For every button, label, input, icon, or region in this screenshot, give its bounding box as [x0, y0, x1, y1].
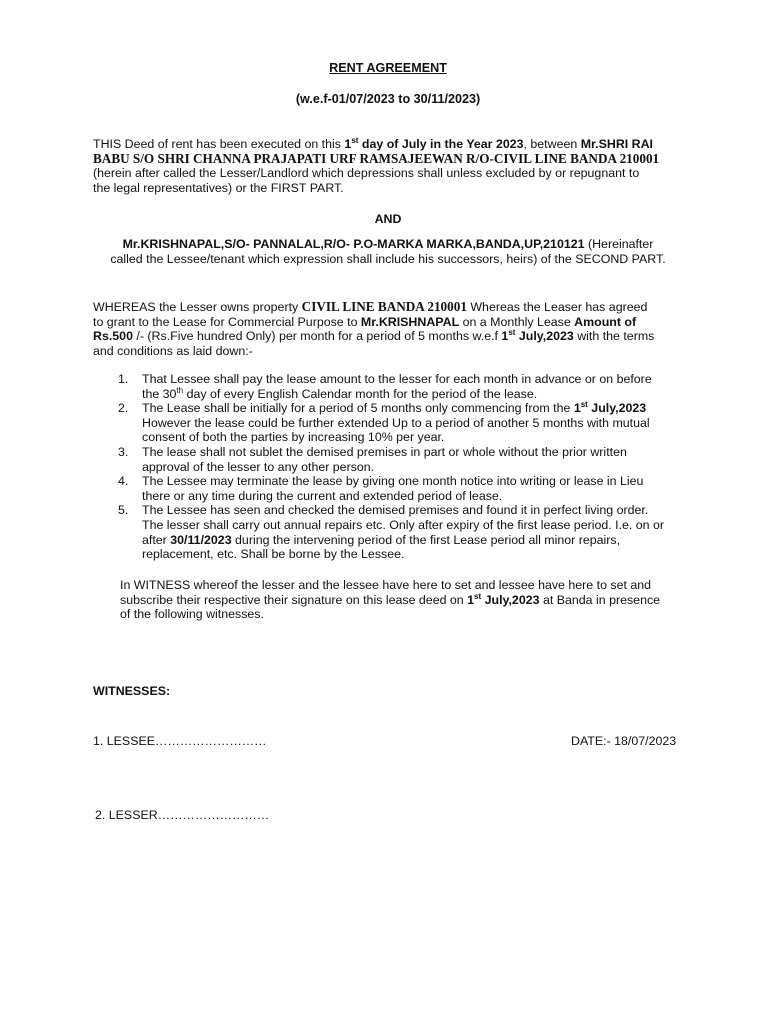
and-separator: AND — [374, 212, 402, 226]
agreement-date: DATE:- 18/07/2023 — [571, 734, 677, 748]
deed-line-3: (herein after called the Lesser/Landlord which depressions shall unless excluded by or repugnant to — [93, 166, 640, 181]
whereas-line-3: Rs.500 /- (Rs.Five hundred Only) per month for a period of 5 months w.e.f 1st July,2023 with the terms — [93, 328, 655, 344]
whereas-paragraph — [93, 300, 683, 358]
witnesses-heading: WITNESSES: — [93, 684, 171, 698]
second-party-line-2: called the Lessee/tenant which expression shall include his successors, heirs) of the SECOND PART. — [110, 251, 666, 266]
clauses-list — [118, 372, 683, 562]
clause-item: 1. That Lessee shall pay the lease amount to the lesser for each month in advance or on before the 30th day of every English Calendar month for the period of the lease. — [118, 372, 652, 401]
witness-paragraph: In WITNESS whereof the lesser and the lessee have here to set and lessee have here to set and subscribe their respective their signature on this lease deed on 1st July,2023 at Banda in presence of the following witnesses. — [120, 578, 661, 622]
clause-item: 4. The Lessee may terminate the lease by giving one month notice into writing or lease in Lieu there or any time during the current and extended period of lease. — [118, 474, 644, 503]
lessor-name-line: BABU S/O SHRI CHANNA PRAJAPATI URF RAMSAJEEWAN R/O-CIVIL LINE BANDA 210001 — [93, 150, 660, 166]
agreement-period: (w.e.f-01/07/2023 to 30/11/2023) — [295, 92, 481, 106]
lesser-signature-line: 2. LESSER……………………… — [95, 808, 270, 822]
second-party-paragraph — [60, 237, 716, 266]
second-party-line-1: Mr.KRISHNAPAL,S/O- PANNALAL,R/O- P.O-MARKA MARKA,BANDA,UP,210121 (Hereinafter — [122, 237, 654, 251]
deed-paragraph — [93, 137, 683, 195]
whereas-line-1: WHEREAS the Lesser owns property CIVIL LINE BANDA 210001 Whereas the Leaser has agreed — [93, 299, 648, 314]
whereas-line-2: to grant to the Lease for Commercial Purpose to Mr.KRISHNAPAL on a Monthly Lease Amount of — [93, 314, 637, 329]
document-title: RENT AGREEMENT — [329, 61, 447, 75]
clause-item: 5. The Lessee has seen and checked the demised premises and found it in perfect living order. The lesser shall carry out annual repairs etc. Only after expiry of the first lease period. I.e. on or after 30/11/2023 during the intervening period of the first Lease period all minor repairs, replacement, etc. Shall be borne by the Lessee. — [118, 503, 665, 562]
clause-item: 3. The lease shall not sublet the demised premises in part or whole without the prior written approval of the lesser to any other person. — [118, 444, 627, 474]
deed-line-1: THIS Deed of rent has been executed on this 1st day of July in the Year 2023, between Mr.SHRI RAI — [93, 135, 653, 151]
clause-item: 2. The Lease shall be initially for a period of 5 months only commencing from the 1st July,2023 However the lease could be further extended Up to a period of another 5 months with mutual consent of both the parties by increasing 10% per year. — [118, 400, 650, 445]
lessee-signature-line: 1. LESSEE……………………… — [93, 734, 267, 748]
deed-line-4: the legal representatives) or the FIRST PART. — [93, 180, 344, 195]
whereas-line-4: and conditions as laid down:- — [93, 343, 253, 358]
